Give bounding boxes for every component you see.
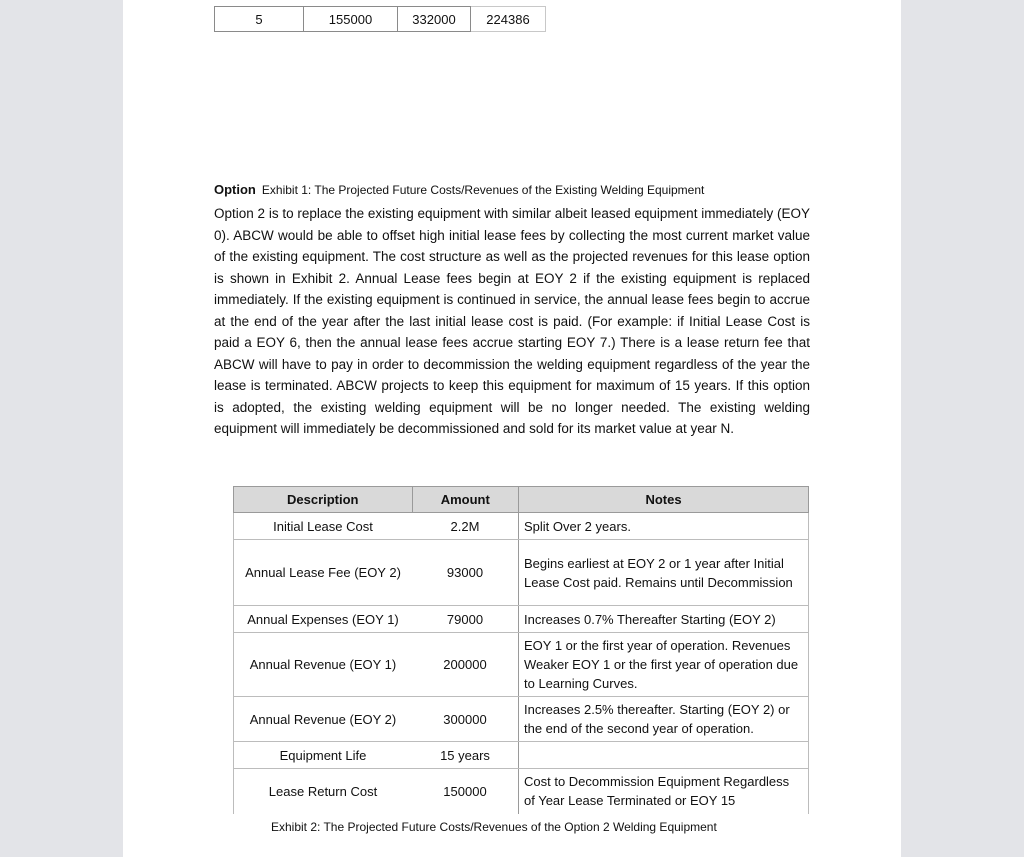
column-header-amount: Amount — [412, 487, 519, 513]
table-row — [234, 697, 809, 742]
table-cell: 224386 — [471, 7, 546, 32]
row-notes: Increases 2.5% thereafter. Starting (EOY 2) or the end of the second year of operation. — [519, 697, 809, 742]
table-row — [215, 7, 546, 32]
row-amount: 300000 — [412, 697, 519, 742]
document-page — [123, 0, 901, 857]
option2-paragraph: Option 2 is to replace the existing equipment with similar albeit leased equipment immediately (EOY 0). ABCW would be able to offset high initial lease fees by collecting the most current market value of the existing equipment. The cost structure as well as the projected revenues for this lease option is shown in Exhibit 2. Annual Lease fees begin at EOY 2 if the existing equipment is replaced immediately. If the existing equipment is continued in service, the annual lease fees begin to accrue at the end of the year after the last initial lease cost is paid. (For example: if Initial Lease Cost is paid a EOY 6, then the annual lease fees accrue starting EOY 7.) There is a lease return fee that ABCW will have to pay in order to decommission the welding equipment regardless of the year the lease is terminated. ABCW projects to keep this equipment for maximum of 15 years. If this option is adopted, the existing welding equipment will be no longer needed. The existing welding equipment will immediately be decommissioned and sold for its market value at year N. — [214, 206, 810, 436]
row-amount: 200000 — [412, 633, 519, 697]
row-description: Equipment Life — [234, 742, 413, 769]
row-notes: Cost to Decommission Equipment Regardless of Year Lease Terminated or EOY 15 — [519, 769, 809, 814]
table-cell: 332000 — [398, 7, 471, 32]
table-row — [234, 606, 809, 633]
exhibit1-caption — [214, 182, 814, 197]
row-notes: Begins earliest at EOY 2 or 1 year after Initial Lease Cost paid. Remains until Decommission — [519, 540, 809, 606]
table-cell: 155000 — [304, 7, 398, 32]
table-row — [234, 540, 809, 606]
row-amount: 93000 — [412, 540, 519, 606]
row-description: Annual Revenue (EOY 1) — [234, 633, 413, 697]
row-amount: 2.2M — [412, 513, 519, 540]
table-row — [234, 513, 809, 540]
row-description: Annual Revenue (EOY 2) — [234, 697, 413, 742]
exhibit2-caption: Exhibit 2: The Projected Future Costs/Revenues of the Option 2 Welding Equipment — [271, 820, 717, 834]
row-description: Lease Return Cost — [234, 769, 413, 814]
row-description: Annual Expenses (EOY 1) — [234, 606, 413, 633]
option-label: Option — [214, 182, 256, 197]
exhibit1-table-fragment — [214, 6, 546, 32]
column-header-description: Description — [234, 487, 413, 513]
table-cell: 5 — [215, 7, 304, 32]
row-notes — [519, 742, 809, 769]
row-notes: Increases 0.7% Thereafter Starting (EOY 2) — [519, 606, 809, 633]
table-row — [234, 742, 809, 769]
table-row — [234, 633, 809, 697]
row-amount: 79000 — [412, 606, 519, 633]
row-amount: 150000 — [443, 783, 487, 799]
table-row — [234, 769, 809, 814]
exhibit2-table — [233, 486, 809, 814]
row-description: Annual Lease Fee (EOY 2) — [234, 540, 413, 606]
table-header-row — [234, 487, 809, 513]
row-notes: Split Over 2 years. — [519, 513, 809, 540]
exhibit1-caption-text: Exhibit 1: The Projected Future Costs/Revenues of the Existing Welding Equipment — [261, 183, 705, 197]
row-description: Initial Lease Cost — [234, 513, 413, 540]
row-amount: 15 years — [412, 742, 519, 769]
row-notes: EOY 1 or the first year of operation. Revenues Weaker EOY 1 or the first year of operation due to Learning Curves. — [519, 633, 809, 697]
column-header-notes: Notes — [519, 487, 809, 513]
